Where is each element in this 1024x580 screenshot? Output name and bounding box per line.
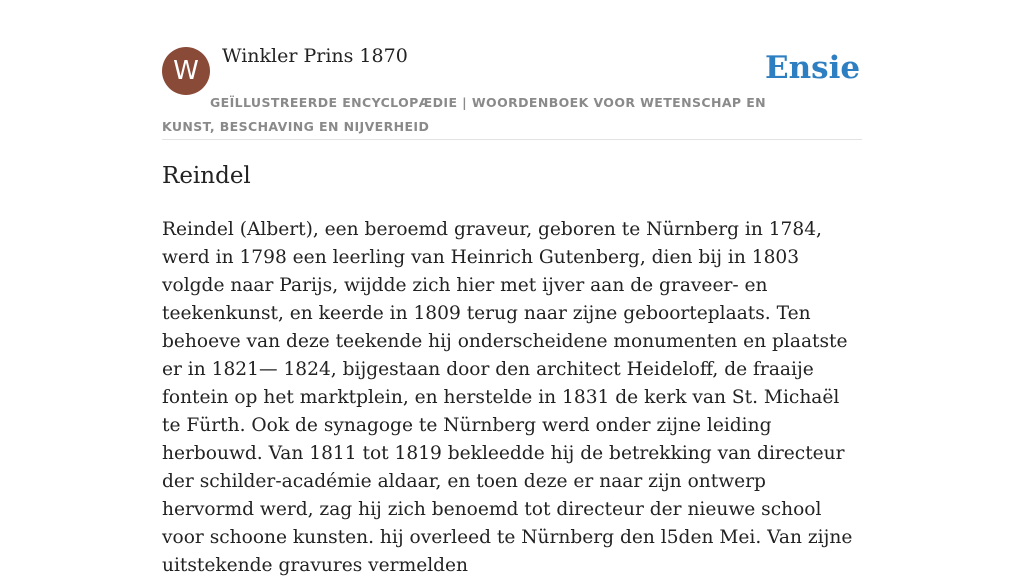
source-title[interactable]: Winkler Prins 1870 xyxy=(222,45,408,67)
article-body: Reindel (Albert), een beroemd graveur, geboren te Nürnberg in 1784, werd in 1798 een leerling van Heinrich Gutenberg, dien bij in 1803 volgde naar Parijs, wijdde zich hier met ijver aan de graveer- en teekenkunst, en keerde in 1809 terug naar zijne geboorteplaats. Ten behoeve van deze teekende hij onderscheidene monumenten en plaatste er in 1821— 1824, bijgestaan door den architect Heideloff, de fraaije fontein op het marktplein, en herstelde in 1831 de kerk van St. Michaël te Fürth. Ook de synagoge te Nürnberg werd onder zijne leiding herbouwd. Van 1811 tot 1819 bekleedde hij de betrekking van directeur der schilder-académie aldaar, en toen deze er naar zijn ontwerp hervormd werd, zag hij zich benoemd tot directeur der nieuwe school voor schoone kunsten. hij overleed te Nürnberg den l5den Mei. Van zijne uitstekende gravures vermelden xyxy=(162,219,853,576)
source-avatar[interactable] xyxy=(162,47,210,95)
article-title: Reindel xyxy=(162,163,251,189)
source-subtitle: GEÏLLUSTREERDE ENCYCLOPÆDIE | WOORDENBOEK VOOR WETENSCHAP EN KUNST, BESCHAVING EN NIJVERHEID xyxy=(162,95,767,134)
avatar-letter: W xyxy=(173,56,199,86)
header-divider xyxy=(162,139,862,140)
ensie-logo[interactable]: Ensie xyxy=(765,50,861,86)
